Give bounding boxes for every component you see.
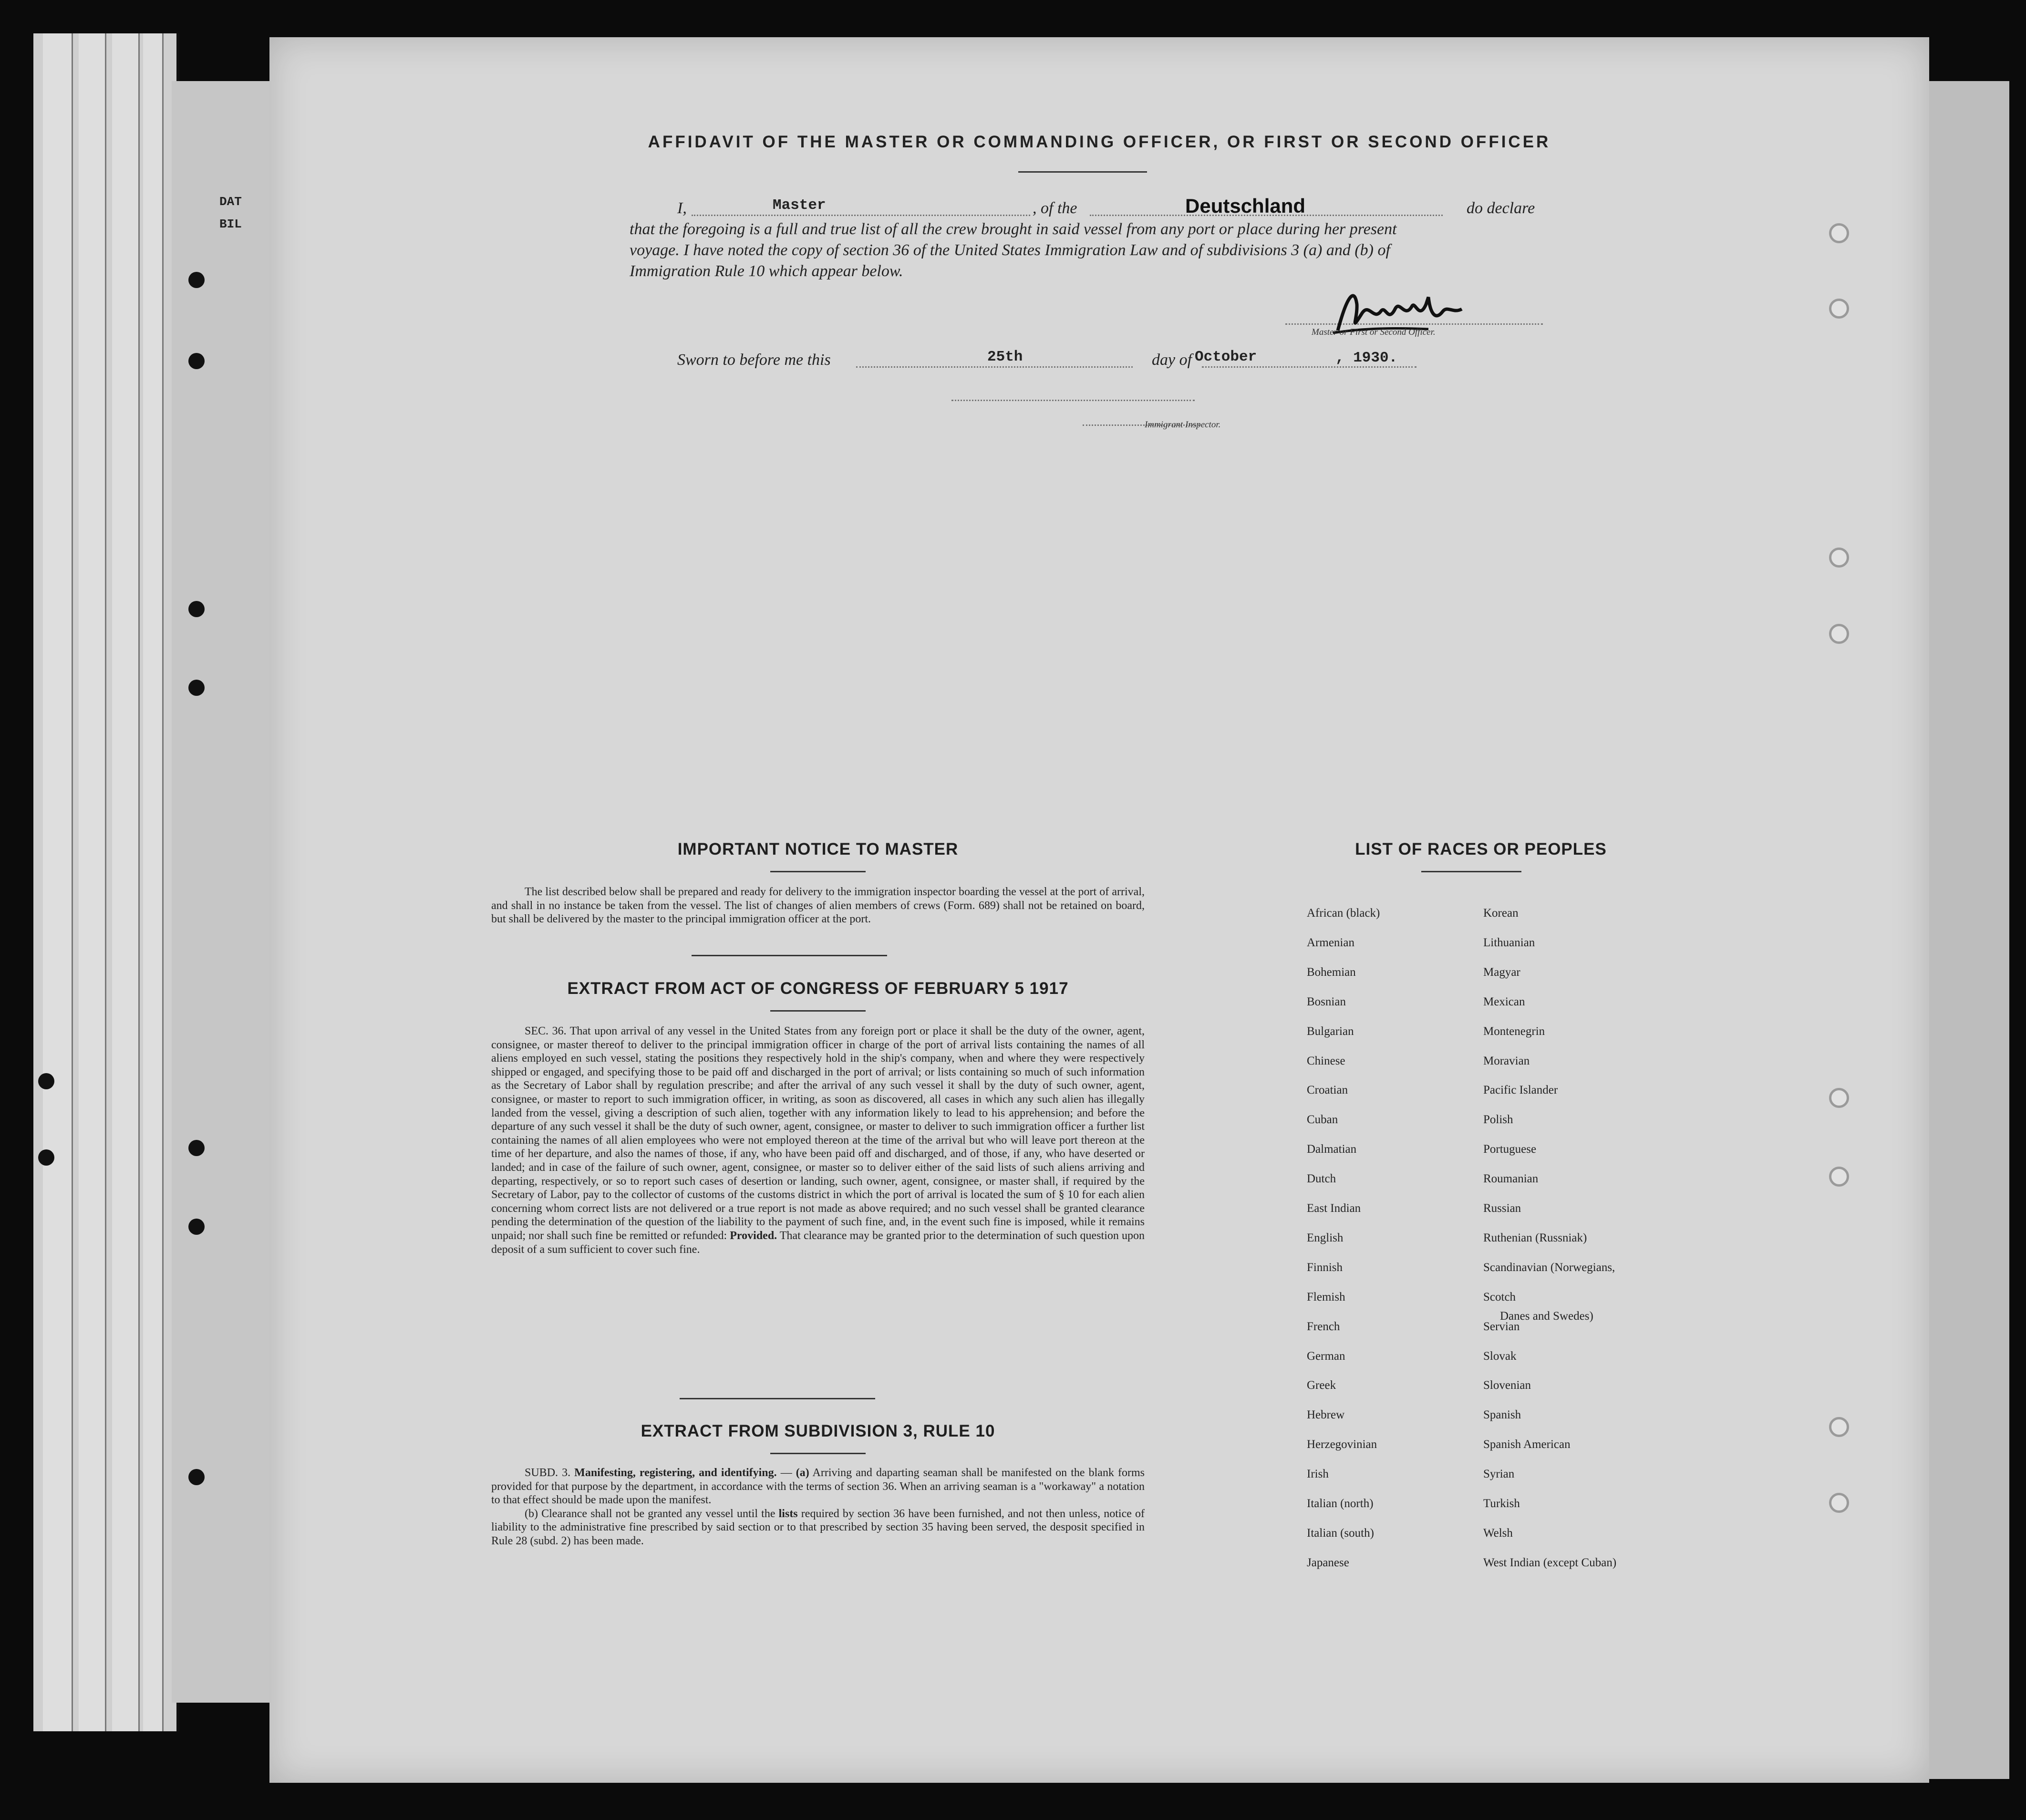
sworn-mid: day of [1152, 351, 1192, 369]
binding-hole [188, 272, 205, 288]
binding-hole [188, 1469, 205, 1485]
binding-ring [1829, 299, 1849, 319]
binding-ring [1829, 1417, 1849, 1437]
race-item: Herzegovinian [1307, 1438, 1377, 1451]
race-item: Hebrew [1307, 1408, 1345, 1422]
left-margin-label: DAT [219, 195, 242, 209]
race-item: Polish [1483, 1113, 1513, 1127]
race-item: Bulgarian [1307, 1024, 1354, 1038]
race-item: Japanese [1307, 1556, 1349, 1569]
races-underline [1421, 871, 1521, 872]
signature-label: Master or First or Second Officer. [1312, 327, 1436, 337]
act-extract-text: SEC. 36. That upon arrival of any vessel in the United States from any foreign port or place it shall be the duty of the owner, agent, consignee, or master thereof to deliver to the principal immigration officer in charge of the port of arrival lists containing the names of all aliens employed en such vessel, stating the positions they respectively hold in the ship's company, when and where they were respectively shipped or engaged, and specifying those to be paid off and discharged in the port of arrival; or lists containing so much of such information as the Secretary of Labor shall by regulation prescribe; and after the arrival of any such vessel it shall by the duty of such owner, agent, consignee, or master to report to such immigration officer, in writing, as soon as discovered, all cases in which any such alien has illegally landed from the vessel, giving a description of such alien, together with any information likely to lead to his apprehension; and before the departure of any such vessel it shall be the duty of such owner, agent, consignee, or master to deliver to such immigration officer a further list containing the names of all alien employees who were not employed thereon at the time of the arrival but who will leave port thereon at the time of her departure, and also the names of those, if any, who have been paid off and discharged, and of those, if any, who have deserted or landed; and in case of the failure of such owner, agent, consignee, or master so to deliver either of the said lists of such aliens arriving and departing, respectively, or so to report such cases of desertion or landing, such owner, agent, consignee, or master shall, if required by the Secretary of Labor, pay to the collector of customs of the customs district in which the port of arrival is located the sum of § 10 for each alien concerning whom correct lists are not delivered or a true report is not made as above required; and no such vessel shall be granted clearance pending the determination of the question of the liability to the payment of such fine, and, in the event such fine is imposed, while it remains unpaid; nor shall such fine be remitted or refunded: Provided. That clearance may be granted prior to the determination of such question upon deposit of a sum sufficient to cover such fine. [491, 1025, 1145, 1256]
vessel-name-value: Deutschland [1185, 195, 1306, 217]
race-item: Turkish [1483, 1497, 1520, 1510]
binding-hole [188, 353, 205, 369]
binding-ring [1829, 624, 1849, 644]
declaration-line-3: voyage. I have noted the copy of section 36 of the United States Immigration Law and of subdivisions 3 (a) and (b) of [630, 241, 1390, 259]
rule-extract-underline [770, 1453, 866, 1454]
binding-hole [188, 1219, 205, 1235]
binding-hole [188, 680, 205, 696]
left-margin-label: BIL [219, 217, 242, 231]
race-item: Cuban [1307, 1113, 1338, 1127]
sworn-prefix: Sworn to before me this [677, 351, 831, 369]
section-divider [692, 955, 887, 956]
binding-ring [1829, 1167, 1849, 1187]
race-item: French [1307, 1320, 1340, 1333]
race-item: Spanish American [1483, 1438, 1571, 1451]
race-item: Spanish [1483, 1408, 1521, 1422]
rule-extract-text: SUBD. 3. Manifesting, registering, and identifying. — (a) Arriving and daparting seaman shall be manifested on the blank forms provided for that purpose by the department, in accordance with the terms of section 36. When an arriving seaman is a "workaway" a notation to that effect should be made upon the manifest. (b) Clearance shall not be granted any vessel until the lists required by section 36 have been furnished, and not then unless, notice of liability to the administrative fine prescribed by said section or to that prescribed by section 35 having been served, the desposit specified in Rule 28 (subd. 2) has been made. [491, 1467, 1145, 1547]
declaration-line-4: Immigration Rule 10 which appear below. [630, 262, 903, 280]
race-item: Servian [1483, 1320, 1520, 1333]
race-item: African (black) [1307, 907, 1380, 920]
declaration-mid: , of the [1033, 199, 1077, 217]
race-item: Danes and Swedes) [1500, 1310, 1593, 1323]
sworn-day-line [856, 366, 1133, 368]
race-item: Syrian [1483, 1468, 1515, 1481]
inspector-line-1 [951, 400, 1195, 401]
race-item: Moravian [1483, 1054, 1530, 1067]
sworn-day-value: 25th [987, 349, 1023, 365]
race-item: Slovenian [1483, 1379, 1531, 1392]
race-item: Italian (south) [1307, 1526, 1374, 1540]
master-name-line [692, 215, 1030, 216]
race-item: Irish [1307, 1468, 1329, 1481]
sworn-year: , 1930. [1335, 350, 1398, 366]
notice-title: IMPORTANT NOTICE TO MASTER [677, 840, 959, 858]
section-divider [680, 1398, 875, 1399]
race-item: Pacific Islander [1483, 1084, 1558, 1097]
inspector-label: Immigrant Inspector. [1145, 420, 1221, 430]
race-item: Montenegrin [1483, 1024, 1545, 1038]
act-extract-title: EXTRACT FROM ACT OF CONGRESS OF FEBRUARY 5 1917 [567, 979, 1069, 998]
race-item: Roumanian [1483, 1172, 1539, 1186]
race-item: Korean [1483, 907, 1519, 920]
binding-hole [188, 1140, 205, 1156]
race-item: English [1307, 1231, 1344, 1244]
race-item: Slovak [1483, 1349, 1517, 1363]
sworn-month-value: October [1195, 349, 1257, 365]
declaration-prefix: I, [677, 199, 687, 217]
title-underline [1018, 171, 1147, 173]
sworn-month-line [1202, 366, 1416, 368]
race-item: Chinese [1307, 1054, 1345, 1067]
race-item: Scandinavian (Norwegians, [1483, 1261, 1615, 1274]
notice-text: The list described below shall be prepared and ready for delivery to the immigration inspector boarding the vessel at the port of arrival, and shall in no instance be taken from the vessel. The list of changes of alien members of crews (Form. 689) shall not be retained on board, but shall be delivered by the master to the principal immigration officer at the port. [491, 886, 1145, 926]
race-item: Italian (north) [1307, 1497, 1374, 1510]
race-item: Croatian [1307, 1084, 1348, 1097]
notice-underline [770, 871, 866, 872]
underlying-pages [33, 33, 179, 1731]
race-item: East Indian [1307, 1202, 1361, 1215]
binding-ring [1829, 1088, 1849, 1108]
race-item: Ruthenian (Russniak) [1483, 1231, 1587, 1244]
race-item: Bosnian [1307, 995, 1346, 1008]
race-item: Magyar [1483, 965, 1520, 979]
races-title: LIST OF RACES OR PEOPLES [1355, 840, 1607, 858]
race-item: Dalmatian [1307, 1143, 1357, 1156]
act-extract-underline [770, 1010, 866, 1012]
race-item: Portuguese [1483, 1143, 1537, 1156]
race-item: Greek [1307, 1379, 1336, 1392]
race-item: Flemish [1307, 1290, 1345, 1303]
race-item: Russian [1483, 1202, 1521, 1215]
binding-hole [188, 601, 205, 617]
binding-ring [1829, 548, 1849, 568]
race-item: German [1307, 1349, 1345, 1363]
race-item: Bohemian [1307, 965, 1356, 979]
race-item: Dutch [1307, 1172, 1336, 1186]
binding-hole [38, 1149, 54, 1166]
binding-hole [38, 1073, 54, 1089]
race-item: Lithuanian [1483, 936, 1535, 949]
affidavit-title: AFFIDAVIT OF THE MASTER OR COMMANDING OFFICER, OR FIRST OR SECOND OFFICER [648, 133, 1551, 151]
declaration-line-2: that the foregoing is a full and true list of all the crew brought in said vessel from any port or place during her present [630, 220, 1397, 238]
race-item: Finnish [1307, 1261, 1343, 1274]
master-name-value: Master [773, 197, 826, 214]
race-item: Scotch [1483, 1290, 1516, 1303]
rule-extract-title: EXTRACT FROM SUBDIVISION 3, RULE 10 [641, 1422, 995, 1440]
race-item: Mexican [1483, 995, 1525, 1008]
race-item: Armenian [1307, 936, 1354, 949]
binding-ring [1829, 1493, 1849, 1513]
previous-page-edge [172, 81, 286, 1703]
race-item: Welsh [1483, 1526, 1513, 1540]
race-item: West Indian (except Cuban) [1483, 1556, 1617, 1569]
binding-ring [1829, 223, 1849, 243]
affidavit-page [269, 37, 1929, 1783]
declaration-suffix: do declare [1467, 199, 1535, 217]
